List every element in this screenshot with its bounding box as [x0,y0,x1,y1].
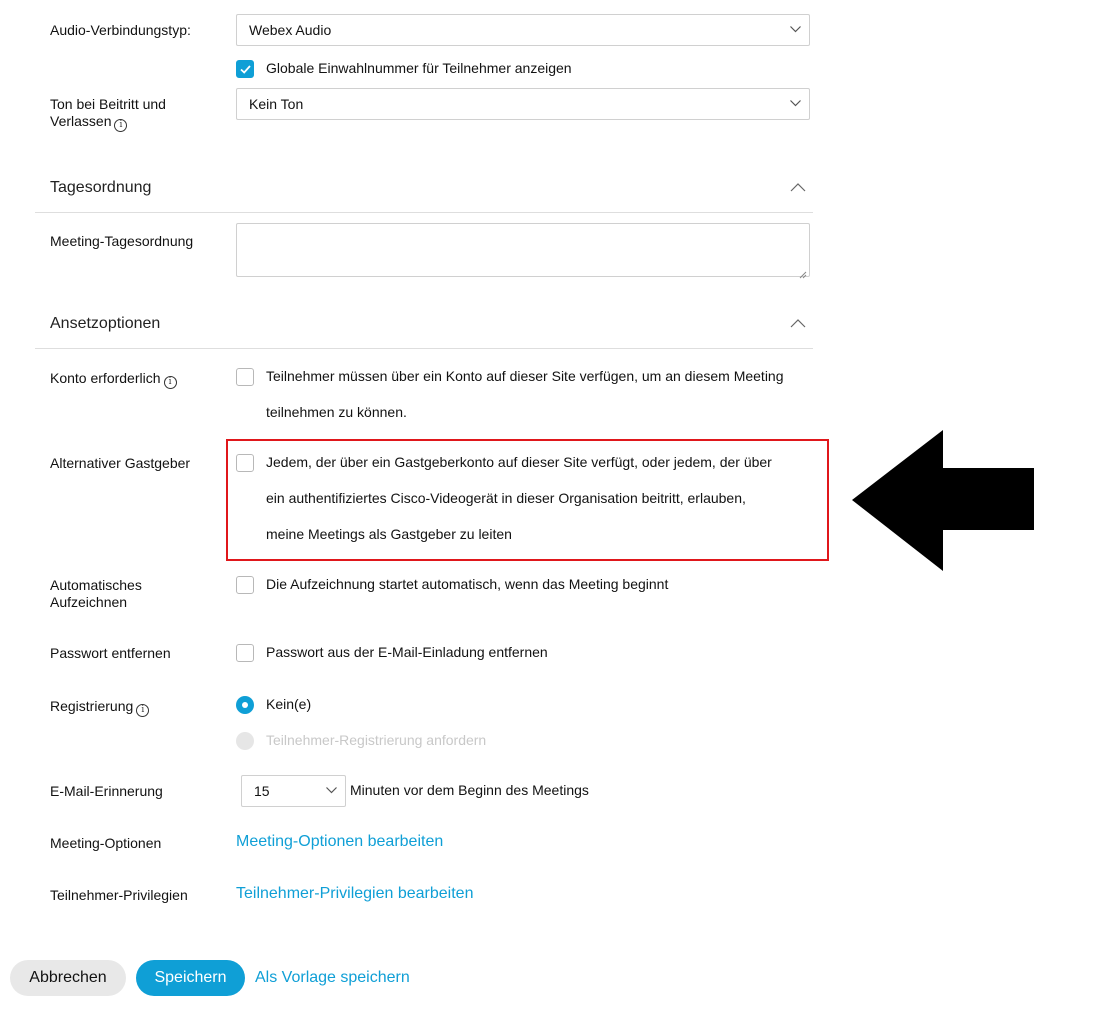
audio-type-label: Audio-Verbindungstyp: [50,22,191,38]
chevron-down-icon [326,787,335,796]
agenda-section-title: Tagesordnung [50,179,152,196]
alternate-host-line2: ein authentifiziertes Cisco-Videogerät in dieser Organisation beitritt, erlauben, [266,490,746,506]
registration-text: Registrierung [50,698,134,714]
global-dialin-label: Globale Einwahlnummer für Teilnehmer anzeigen [266,60,572,76]
arrow-left-icon [852,430,1034,571]
chevron-down-icon [790,26,799,35]
registration-none-label: Kein(e) [266,696,312,712]
registration-require-radio[interactable] [236,732,254,750]
tone-label-line2: Verlassen [50,113,112,129]
registration-label [50,698,149,717]
meeting-options-link[interactable]: Meeting-Optionen bearbeiten [236,833,444,850]
attendee-privileges-link[interactable]: Teilnehmer-Privilegien bearbeiten [236,885,474,902]
remove-password-description: Passwort aus der E-Mail-Einladung entfernen [266,644,548,660]
alternate-host-label: Alternativer Gastgeber [50,455,191,471]
save-button[interactable]: Speichern [136,960,245,996]
chevron-up-icon[interactable] [790,315,806,325]
tone-value: Kein Ton [249,96,304,112]
check-icon [239,63,252,76]
email-reminder-select[interactable] [241,775,346,807]
chevron-up-icon[interactable] [790,179,806,189]
account-required-line1: Teilnehmer müssen über ein Konto auf dieser Site verfügen, um an diesem Meeting [266,368,784,384]
tone-label [50,96,166,132]
audio-type-select[interactable] [236,14,810,46]
email-reminder-label: E-Mail-Erinnerung [50,783,163,799]
section-divider [35,212,813,213]
registration-require-label: Teilnehmer-Registrierung anfordern [266,732,487,748]
tone-select[interactable] [236,88,810,120]
section-divider [35,348,813,349]
alternate-host-line3: meine Meetings als Gastgeber zu leiten [266,526,512,542]
remove-password-checkbox[interactable] [236,644,254,662]
save-as-template-link[interactable]: Als Vorlage speichern [255,969,410,986]
auto-record-label-line1: Automatisches [50,577,142,593]
scheduling-section-title: Ansetzoptionen [50,315,161,332]
account-required-description [266,358,784,430]
account-required-text: Konto erforderlich [50,370,161,386]
auto-record-description: Die Aufzeichnung startet automatisch, wenn das Meeting beginnt [266,576,669,592]
email-reminder-value: 15 [254,783,270,799]
agenda-field-label: Meeting-Tagesordnung [50,233,194,249]
auto-record-label [50,577,142,611]
audio-type-value: Webex Audio [249,22,332,38]
highlight-box [226,439,829,561]
meeting-options-label: Meeting-Optionen [50,835,162,851]
global-dialin-checkbox[interactable] [236,60,254,78]
auto-record-label-line2: Aufzeichnen [50,594,128,610]
cancel-button[interactable]: Abbrechen [10,960,126,996]
alternate-host-line1: Jedem, der über ein Gastgeberkonto auf dieser Site verfügt, oder jedem, der über [266,454,772,470]
attendee-privileges-label: Teilnehmer-Privilegien [50,887,188,903]
email-reminder-suffix: Minuten vor dem Beginn des Meetings [350,782,589,798]
remove-password-label: Passwort entfernen [50,645,171,661]
info-icon[interactable]: i [164,376,177,389]
account-required-checkbox[interactable] [236,368,254,386]
agenda-textarea[interactable] [236,223,810,277]
registration-none-radio[interactable] [236,696,254,714]
auto-record-checkbox[interactable] [236,576,254,594]
tone-label-line1: Ton bei Beitritt und [50,96,166,112]
info-icon[interactable]: i [114,119,127,132]
resize-grip-icon[interactable] [799,266,807,274]
chevron-down-icon [790,100,799,109]
info-icon[interactable]: i [136,704,149,717]
account-required-line2: teilnehmen zu können. [266,404,407,420]
account-required-label [50,370,177,389]
